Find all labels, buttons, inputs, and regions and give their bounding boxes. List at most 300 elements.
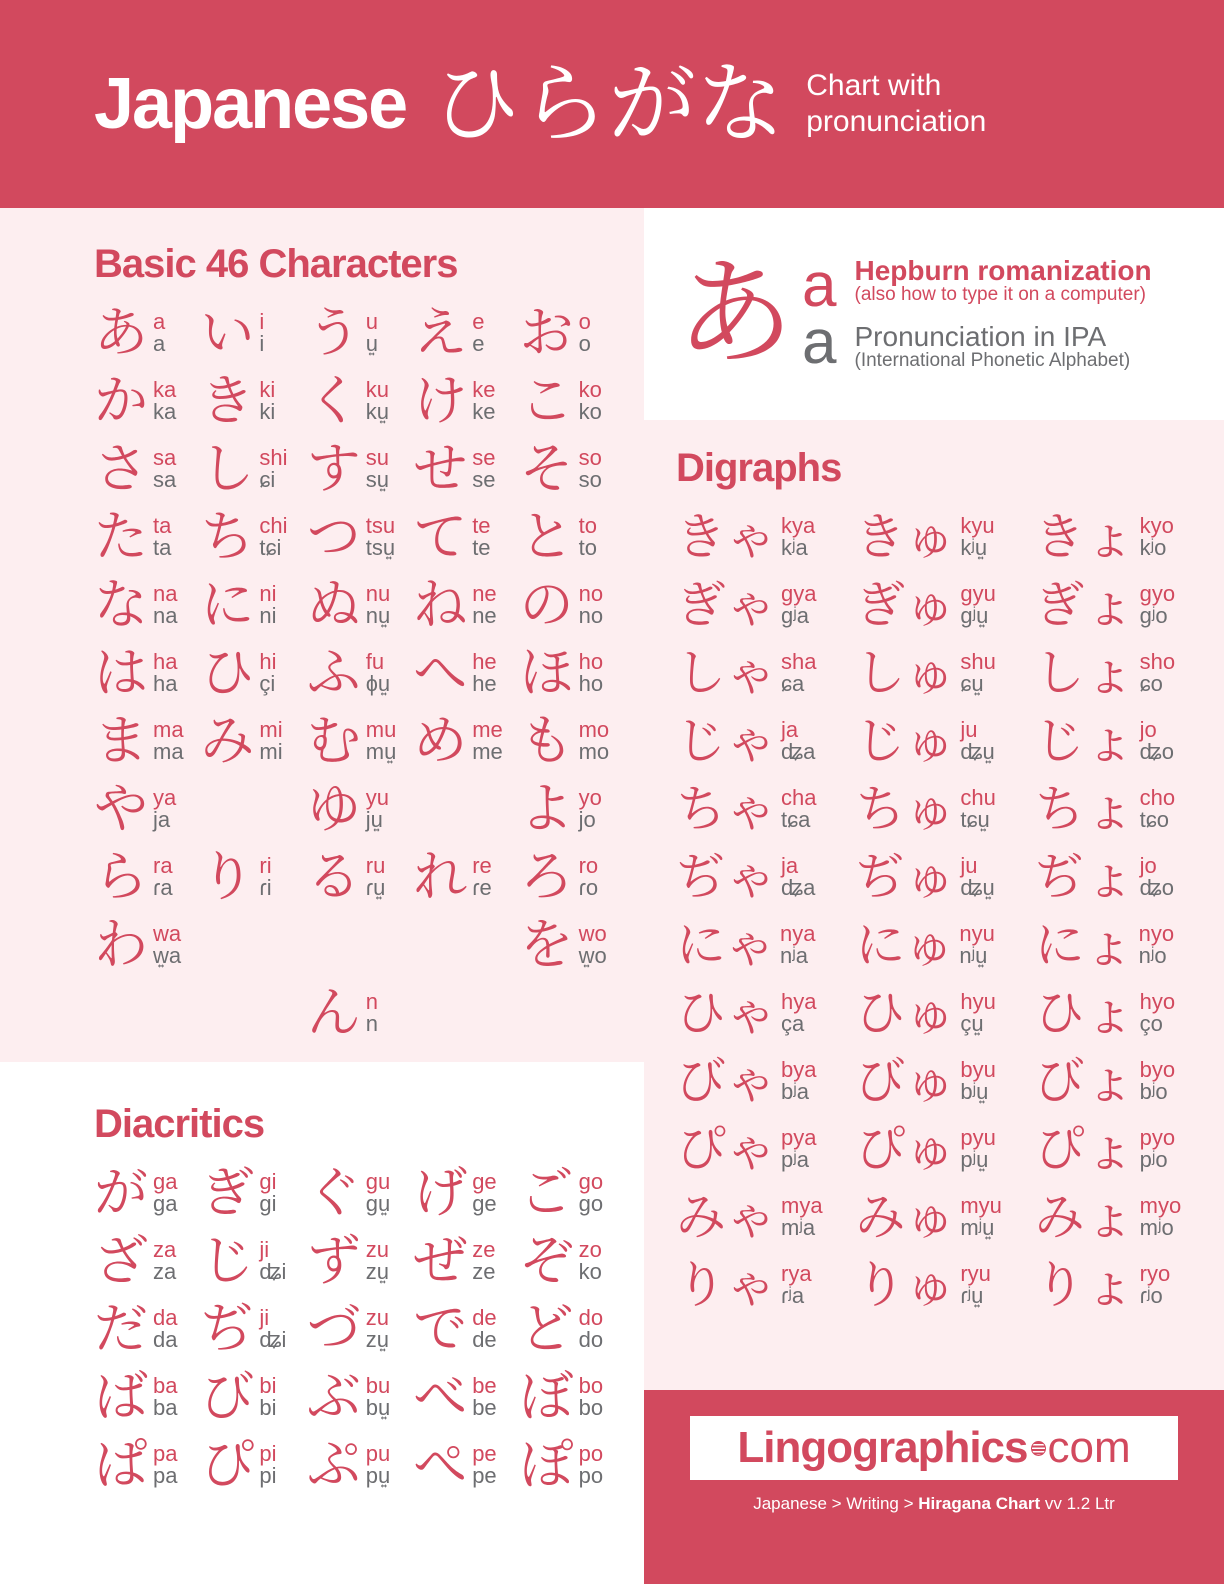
romaji-label: ni [259, 580, 277, 606]
kana-cell [520, 367, 626, 435]
romaji-label: gu [365, 1168, 391, 1194]
kana-glyph: ぞ [519, 1231, 574, 1291]
pronunciation-stack [578, 1304, 604, 1352]
ipa-label: ʥo [1139, 875, 1175, 900]
legend-kana-glyph: あ [676, 248, 795, 380]
romaji-label: chi [259, 512, 288, 538]
kana-glyph: ぺ [413, 1435, 468, 1495]
ipa-label: ʥi [259, 1259, 287, 1284]
ipa-label: ʥu͍ [960, 875, 995, 900]
ipa-label: tɕu͍ [960, 807, 990, 832]
pronunciation-stack [781, 512, 816, 560]
ipa-label: mʲu͍ [960, 1215, 995, 1240]
kana-cell [94, 639, 200, 707]
kana-cell [94, 1431, 200, 1499]
pronunciation-stack [960, 512, 995, 560]
pronunciation-stack [365, 580, 391, 628]
pronunciation-stack [781, 784, 817, 832]
kana-glyph: みょ [1034, 1189, 1135, 1245]
pronunciation-stack [472, 1168, 497, 1216]
romaji-label: rya [781, 1260, 812, 1286]
kana-glyph: も [519, 711, 574, 771]
romaji-label: jo [1139, 716, 1157, 742]
ipa-label: o [578, 331, 591, 356]
empty-cell [520, 979, 626, 1047]
kana-glyph: る [306, 847, 361, 907]
legend-romaji-example: a [802, 250, 837, 320]
romaji-label: ru [365, 852, 386, 878]
ipa-label: a [153, 331, 166, 356]
kana-glyph: ち [200, 507, 255, 567]
romaji-label: o [578, 308, 591, 334]
ipa-label: ɾʲa [781, 1283, 805, 1308]
kana-glyph: け [413, 371, 468, 431]
kana-glyph: わ [94, 915, 148, 975]
pronunciation-stack [472, 580, 497, 628]
pronunciation-stack [578, 376, 602, 424]
kana-glyph: りょ [1034, 1257, 1135, 1313]
ipa-label: jo [578, 807, 596, 832]
pronunciation-stack [578, 1236, 602, 1284]
breadcrumb [753, 1494, 1115, 1514]
pronunciation-stack [780, 920, 816, 968]
kana-cell [307, 775, 413, 843]
kana-cell [855, 1115, 1034, 1183]
kana-cell [676, 911, 855, 979]
kana-glyph: ご [519, 1163, 574, 1223]
pronunciation-stack [472, 1236, 496, 1284]
kana-cell [855, 571, 1034, 639]
pronunciation-stack [472, 648, 497, 696]
kana-glyph: ぶ [306, 1367, 361, 1427]
kana-glyph: みゃ [676, 1189, 776, 1245]
pronunciation-stack [472, 512, 491, 560]
romaji-label: ge [472, 1168, 497, 1194]
pronunciation-stack [578, 716, 610, 764]
romaji-label: ze [472, 1236, 496, 1262]
pronunciation-stack [153, 1440, 178, 1488]
pronunciation-stack [578, 1372, 604, 1420]
ipa-label: ɕo [1139, 671, 1163, 696]
lingographics-logo[interactable] [690, 1416, 1178, 1480]
kana-cell [413, 1431, 519, 1499]
kana-glyph: ぽ [519, 1435, 574, 1495]
kana-cell [1035, 979, 1214, 1047]
ipa-label: ɕu͍ [960, 671, 984, 696]
pronunciation-stack [578, 1168, 604, 1216]
kana-cell [413, 843, 519, 911]
romaji-label: pu [365, 1440, 391, 1466]
kana-cell [413, 1295, 519, 1363]
romaji-label: myu [960, 1192, 1002, 1218]
romaji-label: ta [153, 512, 172, 538]
kana-glyph: ぴゅ [855, 1121, 956, 1177]
ipa-label: mʲa [781, 1215, 816, 1240]
kana-glyph: の [519, 575, 574, 635]
kana-cell [855, 639, 1034, 707]
kana-cell [413, 1159, 519, 1227]
romaji-label: i [259, 308, 265, 334]
pronunciation-stack [259, 1236, 287, 1284]
kana-cell [94, 1159, 200, 1227]
kana-glyph: ぎ [200, 1163, 255, 1223]
kana-cell [855, 1047, 1034, 1115]
ipa-label: u͍ [365, 331, 379, 356]
pronunciation-stack [1139, 1124, 1176, 1172]
globe-icon [1031, 1441, 1046, 1456]
kana-glyph: そ [519, 439, 574, 499]
ipa-label: ze [472, 1259, 496, 1284]
ipa-label: bo [578, 1395, 604, 1420]
header-title-group [94, 54, 987, 153]
ipa-label: to [578, 535, 597, 560]
diacritics-title: Diacritics [94, 1102, 265, 1146]
kana-cell [307, 299, 413, 367]
ipa-label: ha [153, 671, 178, 696]
ipa-label: gi [259, 1191, 277, 1216]
romaji-label: be [472, 1372, 497, 1398]
ipa-label: tsu͍ [365, 535, 396, 560]
kana-glyph: ひょ [1034, 985, 1135, 1041]
kana-cell [307, 1159, 413, 1227]
kana-cell [307, 707, 413, 775]
kana-cell [676, 707, 855, 775]
kana-glyph: ず [306, 1231, 361, 1291]
kana-cell [200, 1431, 306, 1499]
pronunciation-stack [365, 308, 379, 356]
ipa-label: tɕa [781, 807, 811, 832]
kana-glyph: れ [413, 847, 468, 907]
pronunciation-stack [259, 444, 288, 492]
kana-cell [307, 1295, 413, 1363]
pronunciation-stack [259, 716, 283, 764]
kana-cell [1035, 639, 1214, 707]
pronunciation-stack [960, 1192, 1002, 1240]
pronunciation-stack [153, 920, 182, 968]
kana-cell [520, 775, 626, 843]
ipa-label: w͍a [153, 943, 182, 968]
kana-cell [200, 571, 306, 639]
romaji-label: na [153, 580, 178, 606]
kana-cell [413, 571, 519, 639]
kana-cell [307, 571, 413, 639]
ipa-label: sa [153, 467, 177, 492]
ipa-label: ɾo [578, 875, 599, 900]
romaji-label: jo [1139, 852, 1157, 878]
romaji-label: ku [365, 376, 390, 402]
romaji-label: tsu [365, 512, 396, 538]
kana-glyph: ぢゅ [855, 849, 956, 905]
kana-glyph: う [306, 303, 361, 363]
kana-cell [676, 571, 855, 639]
romaji-label: mi [259, 716, 283, 742]
romaji-label: de [472, 1304, 497, 1330]
romaji-label: da [153, 1304, 178, 1330]
kana-glyph: じょ [1034, 713, 1135, 769]
romaji-label: ryu [960, 1260, 991, 1286]
romaji-label: cho [1139, 784, 1176, 810]
kana-cell [200, 299, 306, 367]
kana-cell [1035, 843, 1214, 911]
ipa-label: ɾʲo [1139, 1283, 1163, 1308]
breadcrumb-version: vv 1.2 Ltr [1040, 1494, 1115, 1513]
kana-glyph: ら [94, 847, 148, 907]
kana-glyph: びゃ [676, 1053, 776, 1109]
kana-glyph: りゅ [855, 1257, 956, 1313]
kana-glyph: じゅ [855, 713, 956, 769]
kana-cell [94, 843, 200, 911]
legend-example-letters [802, 250, 837, 377]
ipa-label: tɕo [1139, 807, 1170, 832]
kana-glyph: す [306, 439, 361, 499]
kana-glyph: げ [413, 1163, 468, 1223]
logo-wordmark: Lingographics [737, 1423, 1028, 1472]
kana-cell [200, 1227, 306, 1295]
kana-glyph: ぷ [306, 1435, 361, 1495]
kana-cell [200, 707, 306, 775]
kana-glyph: ど [519, 1299, 574, 1359]
romaji-label: yo [578, 784, 602, 810]
pronunciation-stack [365, 648, 391, 696]
romaji-label: gyu [960, 580, 996, 606]
kana-cell [307, 1431, 413, 1499]
kana-cell [855, 843, 1034, 911]
legend-ipa-example: a [802, 308, 837, 377]
ipa-label: so [578, 467, 602, 492]
pronunciation-stack [259, 1372, 277, 1420]
empty-cell [94, 979, 200, 1047]
ipa-label: nʲa [780, 943, 808, 968]
pronunciation-stack [259, 852, 272, 900]
kana-cell [520, 435, 626, 503]
ipa-label: ɾi [259, 875, 272, 900]
kana-glyph: ちょ [1034, 781, 1135, 837]
kana-glyph: に [200, 575, 255, 635]
empty-cell [200, 911, 306, 979]
kana-glyph: ひゃ [676, 985, 776, 1041]
pronunciation-stack [578, 1440, 604, 1488]
ipa-label: pʲu͍ [960, 1147, 989, 1172]
ipa-label: bʲa [781, 1079, 809, 1104]
kana-glyph: づ [306, 1299, 361, 1359]
pronunciation-stack [578, 444, 602, 492]
ipa-label: gʲa [781, 603, 809, 628]
kana-cell [520, 571, 626, 639]
kana-glyph: ね [413, 575, 468, 635]
romaji-label: ka [153, 376, 177, 402]
kana-cell [1035, 1047, 1214, 1115]
ipa-label: i [259, 331, 265, 356]
romaji-label: nyo [1138, 920, 1175, 946]
kana-cell [200, 1363, 306, 1431]
pronunciation-stack [259, 1304, 287, 1352]
pronunciation-stack [960, 580, 996, 628]
basic-46-grid [94, 299, 626, 1047]
ipa-label: ʥa [781, 875, 816, 900]
kana-cell [307, 979, 413, 1047]
pronunciation-stack [781, 1260, 812, 1308]
kana-cell [413, 367, 519, 435]
ipa-label: ju͍ [365, 807, 383, 832]
subtitle-line2: pronunciation [806, 105, 987, 138]
romaji-label: ji [259, 1304, 270, 1330]
pronunciation-stack [1139, 580, 1176, 628]
romaji-label: sa [153, 444, 177, 470]
romaji-label: mu [365, 716, 397, 742]
romaji-label: ne [472, 580, 497, 606]
romaji-label: e [472, 308, 485, 334]
kana-glyph: ひゅ [855, 985, 956, 1041]
romaji-label: nya [780, 920, 816, 946]
ipa-label: ʥo [1139, 739, 1175, 764]
kana-cell [1035, 1251, 1214, 1319]
ipa-label: ke [472, 399, 496, 424]
basic-46-section [0, 208, 644, 1062]
pronunciation-stack [153, 308, 166, 356]
romaji-label: kyo [1139, 512, 1174, 538]
ipa-label: zu͍ [365, 1259, 390, 1284]
kana-cell [855, 1251, 1034, 1319]
kana-cell [855, 979, 1034, 1047]
romaji-label: a [153, 308, 166, 334]
pronunciation-stack [472, 444, 496, 492]
romaji-label: pe [472, 1440, 497, 1466]
kana-glyph: り [200, 847, 255, 907]
romaji-label: byo [1139, 1056, 1176, 1082]
kana-cell [307, 503, 413, 571]
ipa-label: n [365, 1011, 379, 1036]
pronunciation-stack [472, 852, 492, 900]
romaji-label: po [578, 1440, 604, 1466]
ipa-label: te [472, 535, 491, 560]
kana-cell [855, 775, 1034, 843]
ipa-label: bu͍ [365, 1395, 391, 1420]
kana-glyph: りゃ [676, 1257, 776, 1313]
kana-glyph: が [94, 1163, 148, 1223]
kana-cell [676, 1183, 855, 1251]
empty-cell [200, 775, 306, 843]
romaji-label: ho [578, 648, 604, 674]
kana-cell [200, 503, 306, 571]
romaji-label: pi [259, 1440, 277, 1466]
page-subtitle [806, 68, 986, 140]
pronunciation-stack [153, 716, 184, 764]
empty-cell [413, 979, 519, 1047]
pronunciation-stack [153, 1304, 178, 1352]
ipa-label: tɕi [259, 535, 282, 560]
ipa-label: ʥa [781, 739, 816, 764]
kana-glyph: ま [94, 711, 148, 771]
romaji-label: ko [578, 376, 602, 402]
romaji-label: no [578, 580, 604, 606]
pronunciation-stack [365, 1440, 391, 1488]
romaji-label: chu [960, 784, 996, 810]
kana-cell [413, 435, 519, 503]
ipa-label: bʲu͍ [960, 1079, 989, 1104]
ipa-label: pi [259, 1463, 277, 1488]
pronunciation-stack [153, 376, 177, 424]
ipa-label: pu͍ [365, 1463, 391, 1488]
romaji-label: ba [153, 1372, 178, 1398]
kana-glyph: び [200, 1367, 255, 1427]
romaji-label: ja [781, 716, 799, 742]
kana-glyph: ちゃ [676, 781, 776, 837]
kana-glyph: ふ [306, 643, 361, 703]
kana-glyph: ちゅ [855, 781, 956, 837]
kana-glyph: びょ [1034, 1053, 1135, 1109]
ipa-label: ɾu͍ [365, 875, 386, 900]
ipa-label: do [578, 1327, 604, 1352]
pronunciation-stack [259, 376, 276, 424]
legend-romaji-sublabel: (also how to type it on a computer) [854, 284, 1146, 306]
ipa-label: gu͍ [365, 1191, 391, 1216]
romaji-label: sha [781, 648, 817, 674]
pronunciation-stack [365, 784, 390, 832]
empty-cell [200, 979, 306, 1047]
kana-cell [413, 1363, 519, 1431]
romaji-label: ryo [1139, 1260, 1171, 1286]
kana-glyph: べ [413, 1367, 468, 1427]
pronunciation-stack [153, 512, 172, 560]
header-banner [0, 0, 1224, 208]
digraphs-section [644, 420, 1224, 1390]
kana-cell [413, 503, 519, 571]
pronunciation-stack [365, 376, 390, 424]
kana-cell [94, 911, 200, 979]
kana-cell [676, 503, 855, 571]
ipa-label: ko [578, 399, 602, 424]
ipa-label: bʲo [1139, 1079, 1168, 1104]
kana-cell [676, 979, 855, 1047]
ipa-label: ko [578, 1259, 602, 1284]
pronunciation-stack [1139, 1192, 1182, 1240]
pronunciation-stack [960, 716, 995, 764]
basic-46-title: Basic 46 Characters [94, 242, 458, 286]
kana-glyph: ぐ [306, 1163, 361, 1223]
pronunciation-stack [781, 1056, 817, 1104]
kana-cell [520, 299, 626, 367]
kana-glyph: き [200, 371, 255, 431]
ipa-label: ge [472, 1191, 497, 1216]
kana-glyph: さ [94, 439, 148, 499]
romaji-label: ga [153, 1168, 178, 1194]
ipa-label: ɾa [153, 875, 173, 900]
kana-cell [1035, 503, 1214, 571]
romaji-label: za [153, 1236, 177, 1262]
kana-glyph: い [200, 303, 255, 363]
romaji-label: cha [781, 784, 817, 810]
kana-glyph: ぜ [413, 1231, 468, 1291]
ipa-label: pe [472, 1463, 497, 1488]
ipa-label: he [472, 671, 497, 696]
ipa-label: pʲa [781, 1147, 809, 1172]
ipa-label: no [578, 603, 604, 628]
kana-glyph: しゅ [855, 645, 956, 701]
romaji-label: ji [259, 1236, 270, 1262]
kana-cell [1035, 571, 1214, 639]
romaji-label: ra [153, 852, 173, 878]
ipa-label: ma [153, 739, 184, 764]
ipa-label: gʲo [1139, 603, 1168, 628]
subtitle-line1: Chart with [806, 69, 942, 102]
romaji-label: kyu [960, 512, 995, 538]
ipa-label: pa [153, 1463, 178, 1488]
kana-glyph: よ [519, 779, 574, 839]
kana-cell [413, 299, 519, 367]
ipa-label: ʥi [259, 1327, 287, 1352]
legend-ipa-sublabel: (International Phonetic Alphabet) [854, 350, 1131, 372]
romaji-label: bya [781, 1056, 817, 1082]
